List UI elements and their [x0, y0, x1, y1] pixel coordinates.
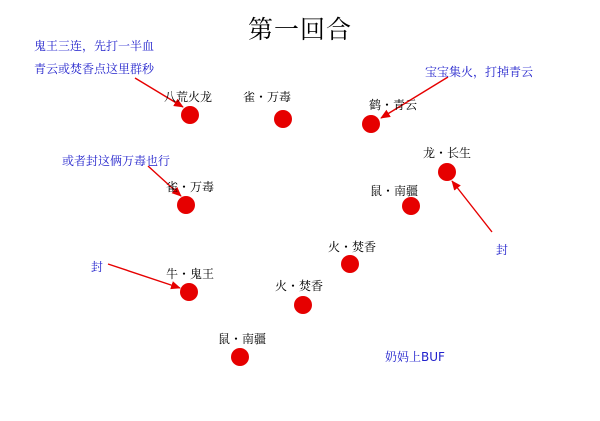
unit-label: 火・焚香 — [327, 240, 377, 254]
unit-label: 雀・万毒 — [165, 180, 215, 194]
unit-label: 鼠・南疆 — [369, 184, 419, 198]
note-seal-right: 封 — [496, 243, 509, 257]
unit-label: 雀・万毒 — [242, 90, 292, 104]
note-qingyun-fenxiang: 青云或焚香点这里群秒 — [34, 62, 155, 76]
unit-label: 火・焚香 — [274, 279, 324, 293]
unit-label: 八荒火龙 — [163, 90, 213, 104]
unit-label: 鼠・南疆 — [217, 332, 267, 346]
unit-dot[interactable] — [294, 296, 312, 314]
unit-dot[interactable] — [177, 196, 195, 214]
unit-dot[interactable] — [231, 348, 249, 366]
arrow-to-longchangsheng — [452, 181, 492, 232]
note-seal-wandu: 或者封这俩万毒也行 — [62, 154, 171, 168]
unit-dot[interactable] — [341, 255, 359, 273]
note-pet-focus: 宝宝集火，打掉青云 — [425, 65, 534, 79]
unit-dot[interactable] — [274, 110, 292, 128]
unit-dot[interactable] — [438, 163, 456, 181]
note-healer-buff: 奶妈上BUF — [385, 350, 445, 364]
unit-label: 龙・长生 — [422, 146, 472, 160]
unit-label: 鹤・青云 — [368, 98, 418, 112]
note-seal-left: 封 — [91, 260, 104, 274]
unit-dot[interactable] — [180, 283, 198, 301]
unit-dot[interactable] — [362, 115, 380, 133]
unit-label: 牛・鬼王 — [165, 267, 215, 281]
page-title: 第一回合 — [247, 15, 352, 44]
unit-dot[interactable] — [402, 197, 420, 215]
note-boss-combo: 鬼王三连，先打一半血 — [34, 39, 155, 53]
unit-dot[interactable] — [181, 106, 199, 124]
